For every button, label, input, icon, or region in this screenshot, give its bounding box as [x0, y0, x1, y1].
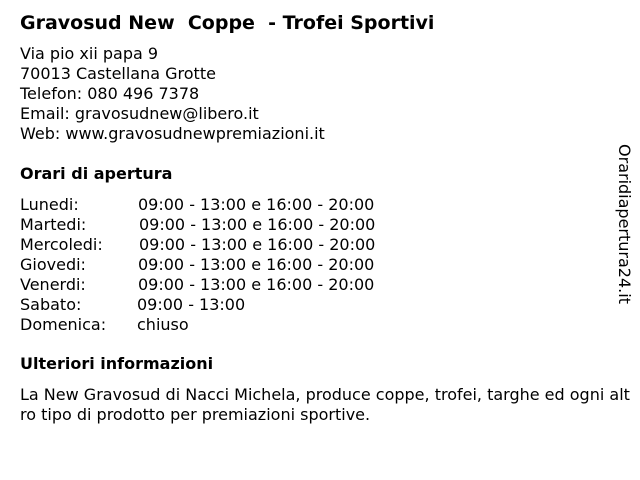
- hours-row-tuesday: [20, 215, 440, 235]
- hours-row-wednesday: [20, 235, 440, 255]
- street-address: Via pio xii papa 9: [20, 44, 159, 63]
- info-heading: Ulteriori informazioni: [20, 354, 214, 373]
- hours-row-thursday: [20, 255, 440, 275]
- day-label: Venerdi:: [20, 275, 86, 294]
- website-address: Web: www.gravosudnewpremiazioni.it: [20, 124, 325, 143]
- time-value: chiuso: [137, 315, 189, 334]
- hours-row-friday: [20, 275, 440, 295]
- day-label: Lunedi:: [20, 195, 79, 214]
- hours-row-saturday: [20, 295, 440, 315]
- site-watermark-label: Oraridiapertura24.it: [615, 144, 634, 304]
- business-title: Gravosud New Coppe - Trofei Sportivi: [20, 12, 435, 34]
- time-value: 09:00 - 13:00: [137, 295, 246, 314]
- day-label: Sabato:: [20, 295, 82, 314]
- time-value: 09:00 - 13:00 e 16:00 - 20:00: [138, 255, 375, 274]
- day-label: Martedi:: [20, 215, 87, 234]
- day-label: Domenica:: [20, 315, 107, 334]
- hours-heading: Orari di apertura: [20, 164, 173, 183]
- info-text: La New Gravosud di Nacci Michela, produce coppe, trofei, targhe ed ogni altro tipo di prodotto per premiazioni sportive.: [20, 385, 630, 424]
- time-value: 09:00 - 13:00 e 16:00 - 20:00: [138, 195, 375, 214]
- time-value: 09:00 - 13:00 e 16:00 - 20:00: [139, 215, 376, 234]
- hours-row-sunday: [20, 315, 440, 335]
- contact-block: [20, 44, 325, 144]
- email-address: Email: gravosudnew@libero.it: [20, 104, 259, 123]
- time-value: 09:00 - 13:00 e 16:00 - 20:00: [139, 235, 376, 254]
- city-address: 70013 Castellana Grotte: [20, 64, 216, 83]
- hours-table: [20, 195, 440, 335]
- time-value: 09:00 - 13:00 e 16:00 - 20:00: [138, 275, 375, 294]
- hours-row-monday: [20, 195, 440, 215]
- day-label: Mercoledi:: [20, 235, 103, 254]
- day-label: Giovedi:: [20, 255, 86, 274]
- phone-number: Telefon: 080 496 7378: [20, 84, 200, 103]
